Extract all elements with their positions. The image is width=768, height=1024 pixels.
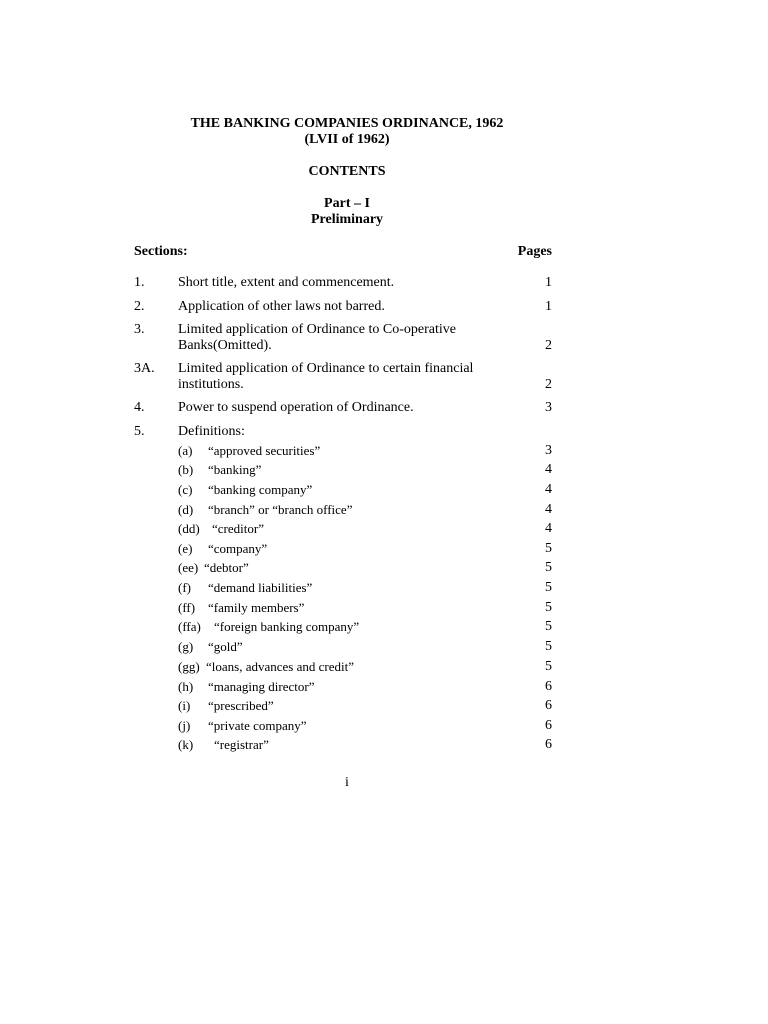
page-number: 5 [545,659,552,674]
definition-label: (ff) [178,600,196,615]
page-number: 5 [545,580,552,595]
definition-label: (dd) [178,521,200,536]
contents-heading: CONTENTS [308,164,386,179]
toc-entry [134,424,552,440]
page-number: 3 [545,400,552,415]
toc-entry [134,322,552,354]
definition-term: “foreign banking company” [214,619,360,634]
page-number: 3 [545,443,552,458]
page-number: 4 [545,502,552,517]
definition-term: “private company” [208,718,307,733]
definition-term: “managing director” [208,679,315,694]
definition-term: “gold” [208,639,243,654]
toc-entry [134,275,552,291]
part-name-heading: Preliminary [310,212,384,227]
page-number: 6 [545,698,552,713]
section-number: 3. [134,322,145,337]
toc-entry [134,400,552,416]
definition-label: (i) [178,698,191,713]
section-number: 5. [134,424,145,439]
definition-term: “banking company” [208,482,313,497]
section-title: Limited application of Ordinance to Co-operative Banks(Omitted). [178,322,456,353]
definition-label: (k) [178,737,194,752]
definition-term: “approved securities” [208,443,321,458]
page-number: 4 [545,521,552,536]
sections-column-label: Sections: [134,244,188,259]
document-subtitle: (LVII of 1962) [304,132,390,147]
definition-label: (ee) [178,560,199,575]
definition-term: “demand liabilities” [208,580,313,595]
page-number: 6 [545,679,552,694]
definition-label: (ffa) [178,619,201,634]
definition-term: “loans, advances and credit” [206,659,354,674]
definition-term: “debtor” [204,560,249,575]
definition-label: (gg) [178,659,200,674]
definition-term: “family members” [208,600,305,615]
page-number: 5 [545,619,552,634]
page-number: 4 [545,462,552,477]
definition-label: (d) [178,502,194,517]
page-number: 5 [545,639,552,654]
definition-label: (f) [178,580,191,595]
section-title: Application of other laws not barred. [178,299,385,314]
page-number: 6 [545,718,552,733]
definition-label: (b) [178,462,194,477]
page-number: 5 [545,560,552,575]
part-heading: Part – I [324,196,370,211]
page-number: 2 [545,377,552,392]
toc-entry [134,299,552,315]
section-title: Power to suspend operation of Ordinance. [178,400,414,415]
toc-entry [134,361,552,393]
section-number: 1. [134,275,145,290]
definition-term: “banking” [208,462,262,477]
definition-label: (g) [178,639,194,654]
page-number: 4 [545,482,552,497]
page-number: 1 [545,299,552,314]
definition-term: “prescribed” [208,698,274,713]
definition-label: (h) [178,679,194,694]
page-number: 5 [545,541,552,556]
document-title: THE BANKING COMPANIES ORDINANCE, 1962 [190,116,504,131]
pages-column-label: Pages [517,244,552,259]
page-footer-number: i [345,775,349,790]
section-number: 4. [134,400,145,415]
definition-term: “branch” or “branch office” [208,502,353,517]
section-number: 3A. [134,361,155,376]
definition-label: (j) [178,718,191,733]
definition-label: (e) [178,541,193,556]
definition-term: “company” [208,541,268,556]
section-title: Short title, extent and commencement. [178,275,395,290]
definition-term: “creditor” [212,521,264,536]
page-number: 2 [545,338,552,353]
definition-label: (c) [178,482,193,497]
page-number: 5 [545,600,552,615]
section-title: Definitions: [178,424,245,439]
section-title: Limited application of Ordinance to certain financial institutions. [178,361,474,392]
section-number: 2. [134,299,145,314]
definition-label: (a) [178,443,193,458]
definition-term: “registrar” [214,737,269,752]
page-number: 6 [545,737,552,752]
page-number: 1 [545,275,552,290]
